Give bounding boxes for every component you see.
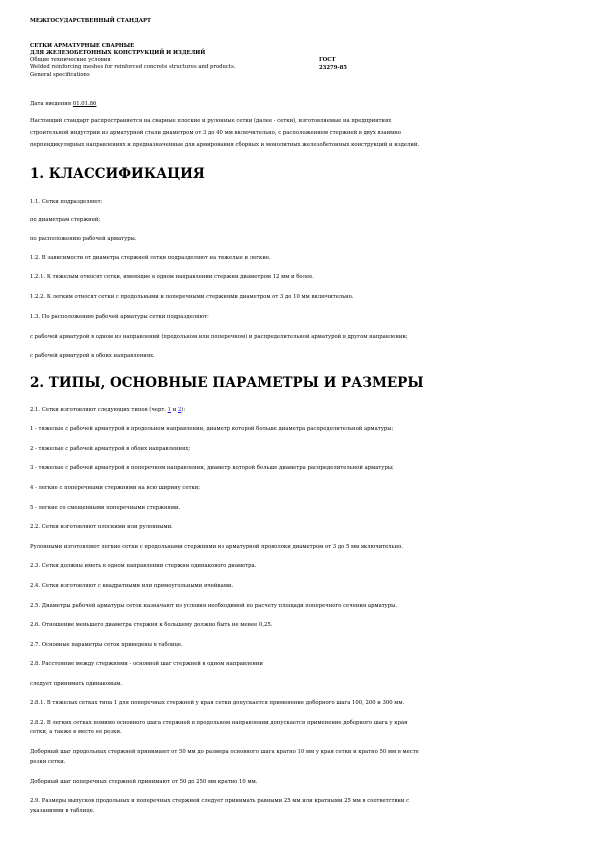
s2-paragraph-6: 5 - легкие со смещенными поперечными стержнями.: [30, 505, 181, 511]
s1-paragraph-9: с рабочей арматурой в обоих направлениях.: [30, 353, 155, 359]
s2-p1-text-mid: и: [171, 407, 178, 413]
intro-date-value: 01.01.86: [72, 101, 97, 107]
s2-paragraph-7: 2.2. Сетки изготовляют плоскими или рулонными.: [30, 524, 173, 530]
s2-paragraph-17a: 2.8.2. В легких сетках помимо основного шага стержней в продольном направлении допускается применение доборного шага у края: [30, 720, 408, 726]
s2-p1-text-pre: 2.1. Сетки изготовляют следующих типов (черт.: [30, 407, 168, 413]
s1-paragraph-3: по расположению рабочей арматуры.: [30, 236, 137, 242]
s2-paragraph-16: 2.8.1. В тяжелых сетках типа 1 для поперечных стержней у края сетки допускается применение доборного шага 100, 200 и 300 мм.: [30, 700, 405, 706]
s1-paragraph-7: 1.3. По расположению рабочей арматуры сетки подразделяют:: [30, 314, 209, 320]
s1-paragraph-1: 1.1. Сетки подразделяют:: [30, 199, 103, 205]
section-1-heading: 1. КЛАССИФИКАЦИЯ: [30, 166, 205, 182]
s2-paragraph-19: Доборный шаг поперечных стержней принимают от 50 до 250 мм кратно 10 мм.: [30, 779, 258, 785]
title-line-1: СЕТКИ АРМАТУРНЫЕ СВАРНЫЕ: [30, 43, 135, 49]
gost-number: 23279-85: [319, 65, 347, 71]
title-line-2: ДЛЯ ЖЕЛЕЗОБЕТОННЫХ КОНСТРУКЦИЙ И ИЗДЕЛИЙ: [30, 50, 206, 56]
drawing-1-link[interactable]: 1: [167, 407, 172, 413]
s2-paragraph-18b: резки сетки.: [30, 759, 66, 765]
s2-paragraph-5: 4 - легкие с поперечными стержнями на всю ширину сетки;: [30, 485, 201, 491]
intro-date-label: Дата введения: [30, 101, 72, 107]
s2-paragraph-18a: Доборный шаг продольных стержней принимают от 50 мм до размера основного шага кратно 10 мм у края сетки и кратно 50 мм в месте: [30, 749, 419, 755]
s2-paragraph-2: 1 - тяжелые с рабочей арматурой в продольном направлении, диаметр которой больше диаметра распределительной арматуры;: [30, 426, 394, 432]
s2-paragraph-14: 2.8. Расстояние между стержнями - основной шаг стержней в одном направлении: [30, 661, 263, 667]
s1-paragraph-2: по диаметрам стержней;: [30, 217, 101, 223]
s2-paragraph-20b: указаниями в таблице.: [30, 808, 95, 814]
intro-line-2: строительной индустрии из арматурной стали диаметром от 3 до 40 мм включительно, с расположением стержней в двух взаимно: [30, 130, 401, 136]
s1-paragraph-6: 1.2.2. К легким относят сетки с продольными и поперечными стержнями диаметром от 3 до 10 мм включительно.: [30, 294, 354, 300]
s2-paragraph-13: 2.7. Основные параметры сеток приведены в таблице.: [30, 642, 183, 648]
s2-p1-text-post: ):: [181, 407, 186, 413]
intro-date-row: [30, 101, 96, 108]
s2-paragraph-8: Рулонными изготовляют легкие сетки с продольными стержнями из арматурной проволоки диаметром от 3 до 5 мм включительно.: [30, 544, 403, 550]
title-en-line-2: General specifications: [30, 72, 90, 78]
s2-paragraph-11: 2.5. Диаметры рабочей арматуры сеток назначают из условия необходимой по расчету площади поперечного сечения арматуры.: [30, 603, 398, 609]
standard-org-label: МЕЖГОСУДАРСТВЕННЫЙ СТАНДАРТ: [30, 18, 151, 24]
s1-paragraph-8: с рабочей арматурой в одном из направлений (продольном или поперечном) и распределительной арматурой в другом направлении;: [30, 334, 408, 340]
s1-paragraph-4: 1.2. В зависимости от диаметра стержней сетки подразделяют на тяжелые и легкие.: [30, 255, 271, 261]
s2-paragraph-15: следует принимать одинаковым.: [30, 681, 123, 687]
s2-paragraph-20a: 2.9. Размеры выпусков продольных и поперечных стержней следует принимать равными 25 мм или кратными 25 мм в соответствии с: [30, 798, 410, 804]
s2-paragraph-4: 3 - тяжелые с рабочей арматурой в поперечном направлении, диаметр которой больше диаметра распределительной арматуры;: [30, 465, 394, 471]
s2-paragraph-3: 2 - тяжелые с рабочей арматурой в обоих направлениях;: [30, 446, 191, 452]
intro-line-1: Настоящий стандарт распространяется на сварные плоские и рулонные сетки (далее - сетки), изготовляемые на предприятиях: [30, 118, 392, 124]
s2-paragraph-9: 2.3. Сетки должны иметь в одном направлении стержни одинакового диаметра.: [30, 563, 257, 569]
title-en-line-1: Welded reinforcing meshes for reinforced concrete structures and products.: [30, 64, 236, 70]
title-line-3: Общие технические условия: [30, 57, 111, 63]
s2-paragraph-10: 2.4. Сетки изготовляют с квадратными или прямоугольными ячейками.: [30, 583, 234, 589]
s2-paragraph-12: 2.6. Отношение меньшего диаметра стержня к большему должно быть не менее 0,25.: [30, 622, 273, 628]
s2-paragraph-1: [30, 407, 185, 414]
drawing-2-link[interactable]: 2: [177, 407, 182, 413]
s2-paragraph-17b: сетки, а также в месте ее резки.: [30, 729, 122, 735]
section-2-heading: 2. ТИПЫ, ОСНОВНЫЕ ПАРАМЕТРЫ И РАЗМЕРЫ: [30, 375, 424, 391]
s1-paragraph-5: 1.2.1. К тяжелым относят сетки, имеющие в одном направлении стержни диаметром 12 мм и более.: [30, 274, 314, 280]
gost-label: ГОСТ: [319, 57, 336, 63]
intro-line-3: перпендикулярных направлениях и предназначенные для армирования сборных и монолитных железобетонных конструкций и изделий.: [30, 142, 420, 148]
